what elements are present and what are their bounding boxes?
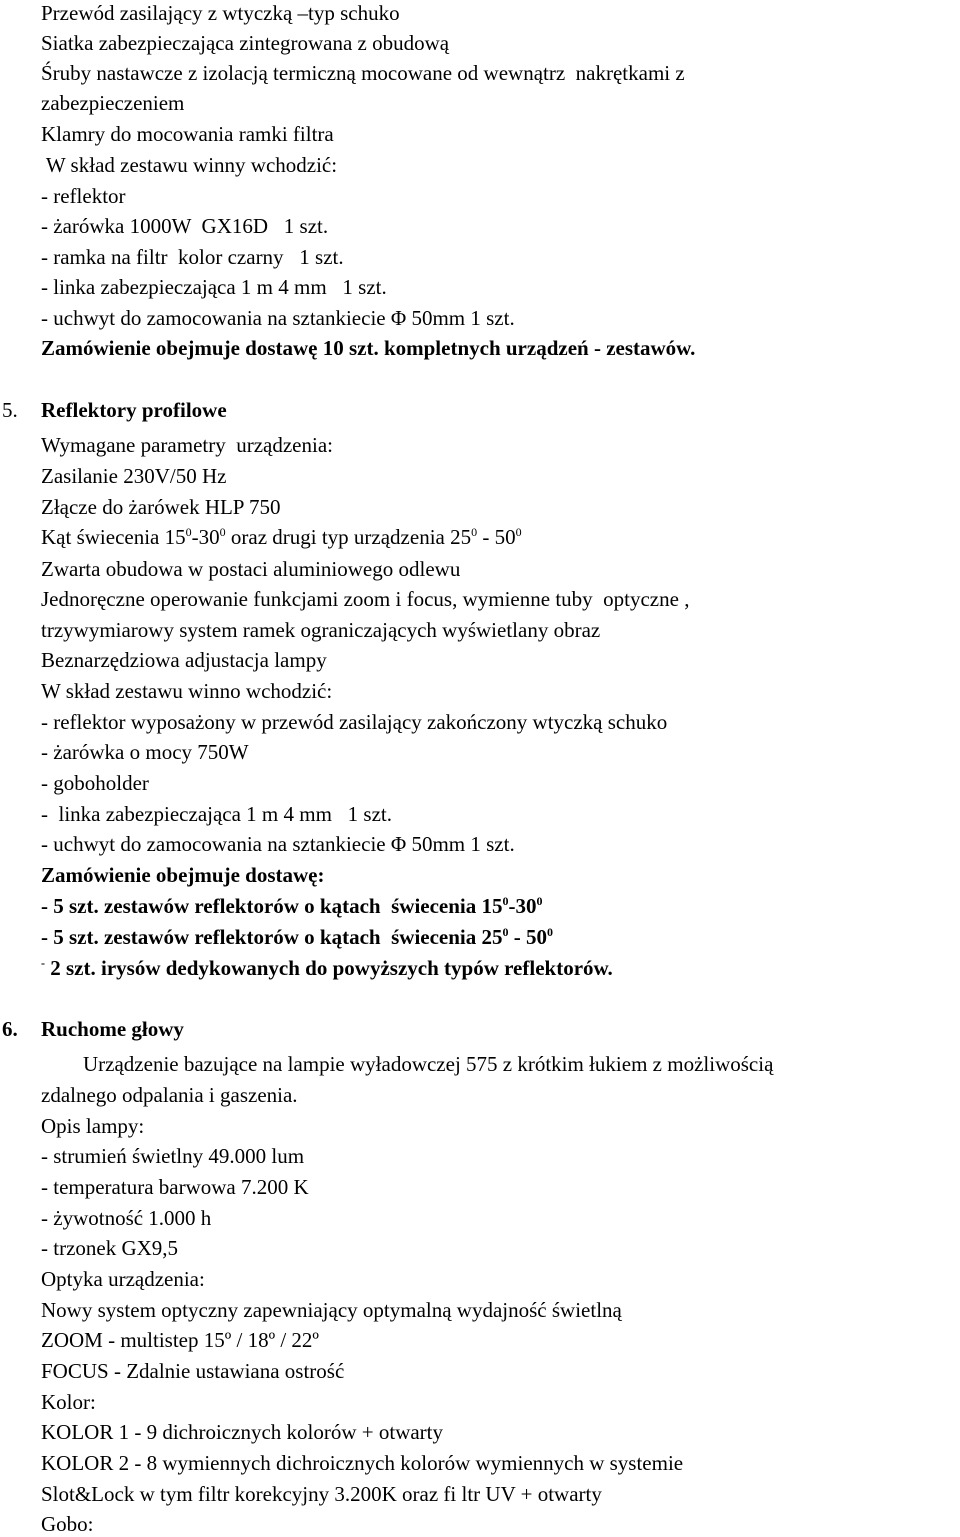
text-line: Nowy system optyczny zapewniający optymalną wydajność świetlną: [41, 1298, 622, 1322]
text-line: Złącze do żarówek HLP 750: [41, 495, 281, 519]
text-line: KOLOR 2 - 8 wymiennych dichroicznych kolorów wymiennych w systemie: [41, 1451, 684, 1475]
list-item: - ramka na filtr kolor czarny 1 szt.: [41, 245, 344, 269]
list-item: - reflektor wyposażony w przewód zasilający zakończony wtyczką schuko: [41, 710, 668, 734]
text-run: - 5 szt. zestawów reflektorów o kątach świecenia 15: [41, 894, 503, 918]
superscript: 0: [471, 525, 478, 539]
text-line: Klamry do mocowania ramki filtra: [41, 122, 334, 146]
list-item: - goboholder: [41, 771, 149, 795]
text-run: -30: [508, 894, 537, 918]
list-item: - trzonek GX9,5: [41, 1236, 179, 1260]
list-item: - strumień świetlny 49.000 lum: [41, 1144, 305, 1168]
list-item: - linka zabezpieczająca 1 m 4 mm 1 szt.: [41, 802, 393, 826]
list-item: - linka zabezpieczająca 1 m 4 mm 1 szt.: [41, 275, 387, 299]
section-heading: Reflektory profilowe: [41, 398, 227, 422]
text-line: Siatka zabezpieczająca zintegrowana z obudową: [41, 31, 450, 55]
text-line: Gobo:: [41, 1512, 94, 1536]
text-line: Slot&Lock w tym filtr korekcyjny 3.200K oraz fi ltr UV + otwarty: [41, 1482, 602, 1506]
text-run: - 50: [508, 925, 548, 949]
superscript: 0: [547, 925, 554, 939]
list-item: - reflektor: [41, 184, 126, 208]
superscript: 0: [502, 925, 509, 939]
section-number: 5.: [2, 398, 18, 422]
text-line: trzywymiarowy system ramek ograniczających wyświetlany obraz: [41, 618, 601, 642]
text-run: 2 szt. irysów dedykowanych do powyższych typów reflektorów.: [45, 956, 613, 980]
text-line: W skład zestawu winny wchodzić:: [41, 153, 338, 177]
text-line: zabezpieczeniem: [41, 91, 185, 115]
text-line: Optyka urządzenia:: [41, 1267, 205, 1291]
section-heading: Ruchome głowy: [41, 1017, 184, 1041]
list-item: - uchwyt do zamocowania na sztankiecie Φ 50mm 1 szt.: [41, 306, 515, 330]
text-line: FOCUS - Zdalnie ustawiana ostrość: [41, 1359, 345, 1383]
text-line: zdalnego odpalania i gaszenia.: [41, 1083, 298, 1107]
text-line: [41, 524, 522, 550]
section-number: 6.: [2, 1017, 18, 1041]
text-line: Jednoręczne operowanie funkcjami zoom i focus, wymienne tuby optyczne ,: [41, 587, 690, 611]
list-item: - temperatura barwowa 7.200 K: [41, 1175, 309, 1199]
small-dash: -: [41, 956, 45, 970]
text-line: W skład zestawu winno wchodzić:: [41, 679, 333, 703]
superscript: 0: [536, 894, 543, 908]
text-line: Zwarta obudowa w postaci aluminiowego odlewu: [41, 557, 461, 581]
superscript: 0: [185, 525, 192, 539]
text-run: Kąt świecenia 15: [41, 525, 186, 549]
text-line: Wymagane parametry urządzenia:: [41, 433, 333, 457]
superscript: 0: [219, 525, 226, 539]
list-item: - żarówka 1000W GX16D 1 szt.: [41, 214, 329, 238]
order-item: [41, 893, 543, 919]
text-line: Zasilanie 230V/50 Hz: [41, 464, 227, 488]
superscript: 0: [515, 525, 522, 539]
text-line: Urządzenie bazujące na lampie wyładowczej 575 z krótkim łukiem z możliwością: [83, 1052, 774, 1076]
text-line: Przewód zasilający z wtyczką –typ schuko: [41, 1, 400, 25]
text-line: Beznarzędziowa adjustacja lampy: [41, 648, 327, 672]
text-line: Opis lampy:: [41, 1114, 145, 1138]
text-run: - 5 szt. zestawów reflektorów o kątach świecenia 25: [41, 925, 503, 949]
list-item: - żywotność 1.000 h: [41, 1206, 212, 1230]
text-line: KOLOR 1 - 9 dichroicznych kolorów + otwarty: [41, 1420, 444, 1444]
text-line: ZOOM - multistep 15º / 18º / 22º: [41, 1328, 319, 1352]
text-run: oraz drugi typ urządzenia 25: [225, 525, 472, 549]
order-item: [41, 955, 613, 981]
order-summary: Zamówienie obejmuje dostawę 10 szt. kompletnych urządzeń - zestawów.: [41, 336, 696, 360]
list-item: - żarówka o mocy 750W: [41, 740, 249, 764]
order-item: [41, 924, 553, 950]
superscript: 0: [502, 894, 509, 908]
text-run: -30: [191, 525, 220, 549]
text-line: Śruby nastawcze z izolacją termiczną mocowane od wewnątrz nakrętkami z: [41, 61, 685, 85]
text-run: - 50: [477, 525, 516, 549]
text-line: Kolor:: [41, 1390, 96, 1414]
list-item: - uchwyt do zamocowania na sztankiecie Φ 50mm 1 szt.: [41, 832, 515, 856]
order-title: Zamówienie obejmuje dostawę:: [41, 863, 325, 887]
